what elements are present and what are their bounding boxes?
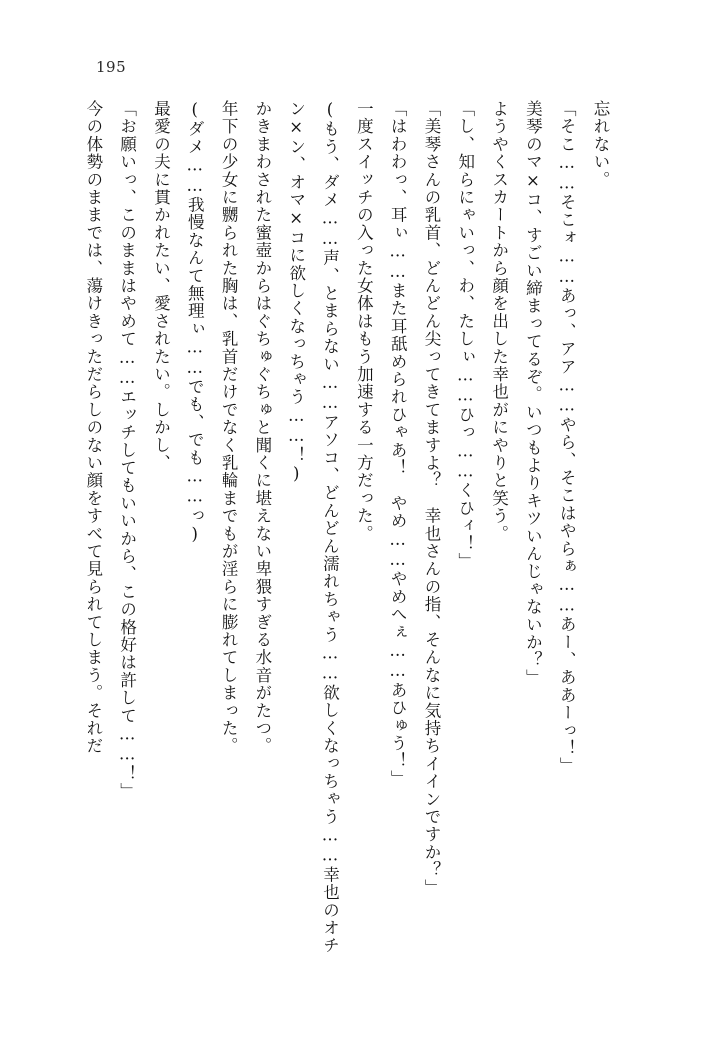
paragraph: (もう、ダメ……声、とまらない……アソコ、どんどん濡れちゃう……欲しくなっちゃう……幸也のオチン×ン、オマ×コに欲しくなっちゃう……！) <box>286 100 340 955</box>
paragraph: 年下の少女に嬲られた胸は、乳首だけでなく乳輪までもが淫らに膨れてしまった。 <box>219 100 239 755</box>
vertical-text-body <box>57 100 617 960</box>
paragraph: 今の体勢のままでは、蕩けきっただらしのない顔をすべて見られてしまう。それだ <box>83 100 103 755</box>
paragraph: 一度スイッチの入った女体はもう加速する一方だった。 <box>354 100 374 543</box>
paragraph: 「し、知らにゃいっ、わ、たしぃ……ひっ……くひィ！」 <box>455 100 475 571</box>
paragraph: 美琴のマ×コ、すごい締まってるぞ。いつもよりキツいんじゃないか？」 <box>523 100 543 687</box>
paragraph: かきまわされた蜜壺からはぐちゅぐちゅと聞くに堪えない卑猥すぎる水音がたつ。 <box>252 100 272 755</box>
page-number: 195 <box>96 58 127 76</box>
paragraph: 「そこ……そこォ……あっ、アア……やら、そこはやらぁ……あー、ああーっ！」 <box>557 100 577 775</box>
paragraph: ようやくスカートから顔を出した幸也がにやりと笑う。 <box>489 100 509 543</box>
paragraph: (ダメ……我慢なんて無理ぃ……でも、でも……っ) <box>185 100 205 545</box>
paragraph: 「お願いっ、このままはやめて……エッチしてもいいから、この格好は許して……！」 <box>117 100 137 801</box>
paragraph: 最愛の夫に貫かれたい、愛されたい。しかし、 <box>151 100 171 472</box>
paragraph: 「はわわっ、耳ぃ……また耳舐められひゃあ！ やめ……やめへぇ……あひゅう！」 <box>388 100 408 788</box>
paragraph: 「美琴さんの乳首、どんどん尖ってきてますよ？ 幸也さんの指、そんなに気持ちイインですか？」 <box>421 100 441 897</box>
paragraph: 忘れない。 <box>591 100 610 189</box>
